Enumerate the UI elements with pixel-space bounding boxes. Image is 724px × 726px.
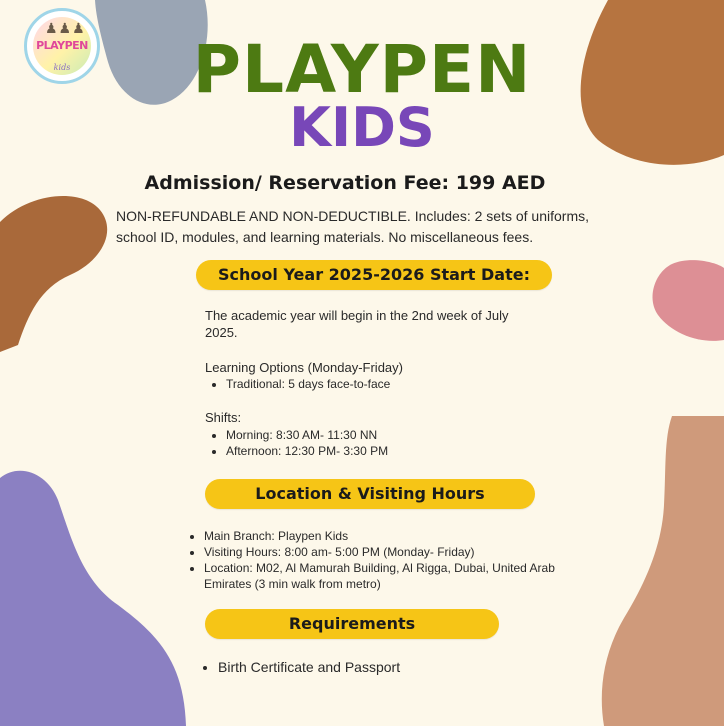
list-item: • Main Branch: Playpen Kids [204,528,564,544]
requirements-heading: Requirements [288,614,416,633]
requirements-pill [205,609,499,639]
location-list [186,528,564,592]
tan-blob [602,416,724,726]
school-year-intro: The academic year will begin in the 2nd week of July 2025. [205,308,509,340]
logo-word: PLAYPEN [36,39,88,52]
list-item: • Location: M02, Al Mamurah Building, Al Rigga, Dubai, United Arab Emirates (3 min walk from metro) [204,560,564,592]
logo-sub: kids [53,63,71,72]
fee-heading: Admission/ Reservation Fee: 199 AED [144,172,546,194]
list-item: • Traditional: 5 days face-to-face [226,376,546,392]
pink-blob [653,260,724,341]
location-pill [205,479,535,509]
location-heading: Location & Visiting Hours [255,484,485,503]
learning-options-label: Learning Options (Monday-Friday) [205,360,403,375]
list-item: • Visiting Hours: 8:00 am- 5:00 PM (Monday- Friday) [204,544,564,560]
list-item: • Afternoon: 12:30 PM- 3:30 PM [226,443,546,459]
school-year-heading: School Year 2025-2026 Start Date: [218,265,530,284]
purple-blob [0,471,186,726]
shifts-label: Shifts: [205,410,242,425]
children-figures-icon: ♟♟♟ [45,21,86,37]
list-item: • Birth Certificate and Passport [218,658,538,676]
shifts-list [208,427,546,459]
brown-blob-left [0,196,107,352]
learning-options-list [208,376,546,392]
title-line-1: PLAYPEN [192,31,532,108]
fee-note: NON-REFUNDABLE AND NON-DEDUCTIBLE. Includes: 2 sets of uniforms, school ID, modules, and learning materials. No miscellaneous fees. [116,208,590,245]
requirements-list [200,658,538,676]
school-year-pill [196,260,552,290]
list-item: • Morning: 8:30 AM- 11:30 NN [226,427,546,443]
title-line-2: KIDS [289,96,435,159]
